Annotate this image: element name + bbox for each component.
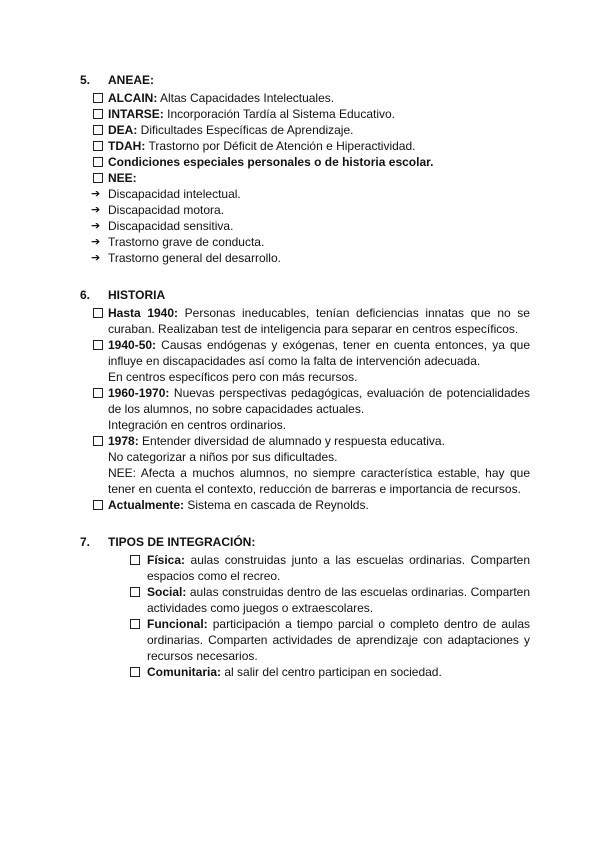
- section-heading: [80, 72, 530, 88]
- checkbox-icon: [93, 436, 103, 446]
- item-text: Altas Capacidades Intelectuales.: [157, 91, 335, 105]
- item-label: Actualmente:: [108, 498, 185, 512]
- section-historia: [80, 287, 530, 513]
- checkbox-icon: [93, 340, 103, 350]
- item-text: aulas construidas dentro de las escuelas ordinarias. Comparten actividades como juegos o extraescolares.: [147, 585, 530, 615]
- item-label: Condiciones especiales personales o de historia escolar.: [108, 155, 434, 169]
- arrow-right-icon: ➔: [91, 187, 101, 200]
- checkbox-icon: [130, 555, 140, 565]
- checkbox-icon: [93, 109, 103, 119]
- item-text: participación a tiempo parcial o completo dentro de aulas ordinarias. Comparten actividades de aprendizaje con adaptaciones y recursos necesarios.: [147, 617, 530, 663]
- checkbox-icon: [93, 125, 103, 135]
- item-text: Causas endógenas y exógenas, tener en cuenta entonces, ya que influye en discapacidades así como la falta de intervención adecuada.: [108, 338, 530, 368]
- arrow-item: [80, 218, 530, 234]
- arrow-right-icon: ➔: [91, 203, 101, 216]
- item-label: INTARSE:: [108, 107, 164, 121]
- item-text: al salir del centro participan en sociedad.: [221, 665, 442, 679]
- item-extra-text: NEE: Afecta a muchos alumnos, no siempre característica estable, hay que tener en cuenta el contexto, reducción de barreras e importancia de recursos.: [108, 466, 530, 496]
- checkbox-icon: [93, 388, 103, 398]
- historia-list: [80, 305, 530, 513]
- list-item: [80, 664, 530, 680]
- checkbox-icon: [93, 173, 103, 183]
- checkbox-icon: [93, 141, 103, 151]
- item-text: Incorporación Tardía al Sistema Educativo.: [163, 107, 396, 121]
- arrow-item-text: Trastorno general del desarrollo.: [108, 251, 281, 265]
- arrow-item-text: Trastorno grave de conducta.: [108, 235, 265, 249]
- list-item: [80, 584, 530, 616]
- arrow-right-icon: ➔: [91, 235, 101, 248]
- list-item: [80, 433, 530, 497]
- arrow-item: [80, 186, 530, 202]
- item-extra-text: Integración en centros ordinarios.: [108, 418, 287, 432]
- item-text: Sistema en cascada de Reynolds.: [184, 498, 369, 512]
- item-extra-text: No categorizar a niños por sus dificultades.: [108, 450, 338, 464]
- list-item: [80, 122, 530, 138]
- section-tipos-integracion: [80, 534, 530, 680]
- item-label: Social:: [147, 585, 187, 599]
- arrow-item: [80, 234, 530, 250]
- item-extra-text: En centros específicos pero con más recursos.: [108, 370, 358, 384]
- list-item: [80, 138, 530, 154]
- section-title: ANEAE:: [108, 73, 155, 87]
- list-item: [80, 106, 530, 122]
- integracion-list: [80, 552, 530, 680]
- aneae-list: [80, 90, 530, 266]
- item-text: Trastorno por Déficit de Atención e Hiperactividad.: [145, 139, 416, 153]
- checkbox-icon: [130, 619, 140, 629]
- list-item: [80, 170, 530, 186]
- item-label: 1978:: [108, 434, 139, 448]
- item-label: Física:: [147, 553, 186, 567]
- arrow-item-text: Discapacidad intelectual.: [108, 187, 241, 201]
- item-label: 1960-1970:: [108, 386, 170, 400]
- item-label: DEA:: [108, 123, 138, 137]
- item-label: NEE:: [108, 171, 137, 185]
- item-label: 1940-50:: [108, 338, 157, 352]
- list-item: [80, 497, 530, 513]
- list-item: [80, 154, 530, 170]
- section-number: 5.: [80, 73, 91, 87]
- item-text: aulas construidas junto a las escuelas ordinarias. Comparten espacios como el recreo.: [147, 553, 530, 583]
- item-text: Nuevas perspectivas pedagógicas, evaluación de potencialidades de los alumnos, no sobre capacidades actuales.: [108, 386, 530, 416]
- checkbox-icon: [93, 308, 103, 318]
- list-item: [80, 90, 530, 106]
- section-title: TIPOS DE INTEGRACIÓN:: [108, 535, 256, 549]
- section-title: HISTORIA: [108, 288, 166, 302]
- checkbox-icon: [130, 667, 140, 677]
- item-label: Comunitaria:: [147, 665, 222, 679]
- item-label: Hasta 1940:: [108, 306, 179, 320]
- arrow-item: [80, 202, 530, 218]
- arrow-item-text: Discapacidad sensitiva.: [108, 219, 234, 233]
- section-heading: [80, 287, 530, 303]
- arrow-right-icon: ➔: [91, 251, 101, 264]
- item-label: Funcional:: [147, 617, 208, 631]
- section-number: 7.: [80, 535, 91, 549]
- item-text: Dificultades Específicas de Aprendizaje.: [137, 123, 354, 137]
- item-label: TDAH:: [108, 139, 146, 153]
- item-label: ALCAIN:: [108, 91, 158, 105]
- section-number: 6.: [80, 288, 91, 302]
- arrow-item-text: Discapacidad motora.: [108, 203, 225, 217]
- section-aneae: [80, 72, 530, 266]
- arrow-item: [80, 250, 530, 266]
- list-item: [80, 385, 530, 433]
- arrow-right-icon: ➔: [91, 219, 101, 232]
- item-text: Entender diversidad de alumnado y respuesta educativa.: [138, 434, 445, 448]
- list-item: [80, 337, 530, 385]
- item-text: Personas ineducables, tenían deficiencias innatas que no se curaban. Realizaban test de inteligencia para separar en centros específicos.: [108, 306, 530, 336]
- checkbox-icon: [93, 157, 103, 167]
- list-item: [80, 552, 530, 584]
- checkbox-icon: [93, 93, 103, 103]
- list-item: [80, 305, 530, 337]
- checkbox-icon: [130, 587, 140, 597]
- section-heading: [80, 534, 530, 550]
- list-item: [80, 616, 530, 664]
- checkbox-icon: [93, 500, 103, 510]
